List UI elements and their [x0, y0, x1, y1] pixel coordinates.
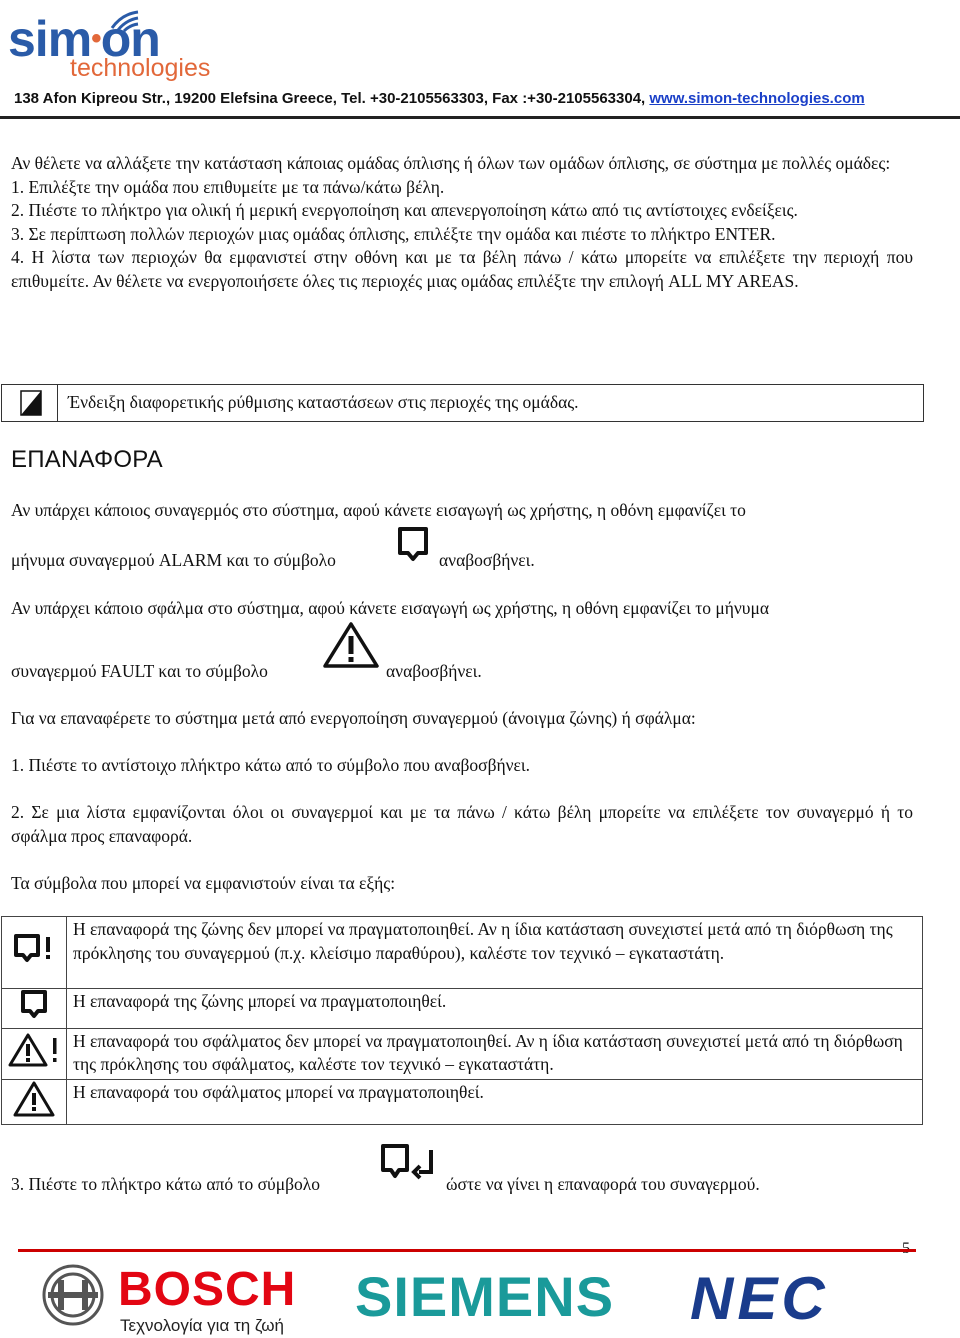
zone-alarm-exclamation-icon	[12, 933, 56, 965]
note-box-text: Ένδειξη διαφορετικής ρύθμισης καταστάσεων στις περιοχές της ομάδας.	[68, 392, 579, 412]
table-row	[2, 917, 923, 989]
fault-paragraph-cont: συναγερμού FAULT και το σύμβολο	[11, 661, 268, 681]
logo-on-text: on	[100, 11, 160, 67]
fault-blinks-text: αναβοσβήνει.	[386, 661, 482, 681]
website-link[interactable]: www.simon-technologies.com	[649, 90, 865, 107]
fault-exclamation-icon	[8, 1032, 60, 1068]
symbols-table	[1, 916, 923, 1125]
symbol-description: Η επαναφορά του σφάλματος δεν μπορεί να πραγματοποιηθεί. Αν η ίδια κατάσταση συνεχιστεί μετά από τη διόρθωση της πρόκλησης του σφάλματος, καλέστε τον τεχνικό – εγκαταστάτη.	[67, 1028, 923, 1079]
bosch-armature-icon	[40, 1262, 106, 1328]
wifi-waves-icon	[108, 6, 148, 32]
fault-warning-icon	[12, 1080, 56, 1118]
note-box-divider	[57, 385, 58, 421]
symbol-cell	[2, 989, 67, 1029]
intro-step-2: 2. Πιέστε το πλήκτρο για ολική ή μερική ενεργοποίηση και απενεργοποίηση κάτω από τις αντίστοιχες ενδείξεις.	[11, 200, 798, 220]
bosch-logo-text: BOSCH	[118, 1263, 297, 1316]
symbol-cell	[2, 1028, 67, 1079]
reset-step-3: 3. Πιέστε το πλήκτρο κάτω από το σύμβολο	[11, 1174, 320, 1194]
intro-step-4: 4. Η λίστα των περιοχών θα εμφανιστεί στην οθόνη και με τα βέλη πάνω / κάτω μπορείτε να επιλέξετε την περιοχή που επιθυμείτε. Αν θέλετε να ενεργοποιήσετε όλες τις περιοχές μιας ομάδας επιλέξτε την επιλογή ALL MY AREAS.	[11, 247, 913, 291]
note-box	[1, 384, 924, 422]
symbol-description: Η επαναφορά της ζώνης μπορεί να πραγματοποιηθεί.	[67, 989, 923, 1029]
intro-step-3: 3. Σε περίπτωση πολλών περιοχών μιας ομάδας όπλισης, επιλέξτε την ομάδα και πιέστε το πλήκτρο ENTER.	[11, 223, 776, 244]
logo-sim-text: sim	[8, 11, 92, 67]
footer-divider	[18, 1249, 916, 1252]
intro-paragraph: Αν θέλετε να αλλάξετε την κατάσταση κάποιας ομάδας όπλισης ή όλων των ομάδων όπλισης, σε σύστημα με πολλές ομάδες:	[11, 153, 891, 173]
table-row	[2, 989, 923, 1029]
logo-dot: •	[91, 22, 101, 55]
alarm-paragraph: Αν υπάρχει κάποιος συναγερμός στο σύστημα, αφού κάνετε εισαγωγή ως χρήστης, η οθόνη εμφανίζει το	[11, 500, 746, 520]
zone-alarm-icon	[396, 526, 430, 566]
alarm-blinks-text: αναβοσβήνει.	[439, 550, 535, 570]
half-filled-square-icon	[20, 390, 42, 416]
section-title: ΕΠΑΝΑΦΟΡΑ	[11, 446, 163, 473]
nec-logo: NEC	[690, 1265, 829, 1332]
reset-step-2: 2. Σε μια λίστα εμφανίζονται όλοι οι συναγερμοί και με τα πάνω / κάτω βέλη μπορείτε να επιλέξετε τον συναγερμό ή το σφάλμα προς επαναφορά.	[11, 802, 913, 846]
reset-instructions: Για να επαναφέρετε το σύστημα μετά από ενεργοποίηση συναγερμού (άνοιγμα ζώνης) ή σφάλμα:	[11, 708, 696, 728]
symbols-intro: Τα σύμβολα που μπορεί να εμφανιστούν είναι τα εξής:	[11, 873, 396, 893]
zone-alarm-icon	[18, 989, 50, 1021]
fault-paragraph: Αν υπάρχει κάποιο σφάλμα στο σύστημα, αφού κάνετε εισαγωγή ως χρήστης, η οθόνη εμφανίζει το μήνυμα	[11, 598, 770, 618]
table-row	[2, 1079, 923, 1125]
reset-step-1: 1. Πιέστε το αντίστοιχο πλήκτρο κάτω από το σύμβολο που αναβοσβήνει.	[11, 755, 530, 775]
company-address	[14, 90, 865, 107]
symbol-cell	[2, 917, 67, 989]
fault-warning-icon	[322, 620, 380, 670]
address-text: 138 Afon Kipreou Str., 19200 Elefsina Greece, Tel. +30-2105563303, Fax :+30-2105563304,	[14, 90, 650, 107]
alarm-paragraph-cont: μήνυμα συναγερμού ALARM και το σύμβολο	[11, 550, 336, 570]
intro-step-1: 1. Επιλέξτε την ομάδα που επιθυμείτε με τα πάνω/κάτω βέλη.	[11, 176, 445, 197]
reset-step-3-cont: ώστε να γίνει η επαναφορά του συναγερμού.	[446, 1174, 760, 1194]
symbol-description: Η επαναφορά του σφάλματος μπορεί να πραγματοποιηθεί.	[67, 1079, 923, 1125]
symbol-cell	[2, 1079, 67, 1125]
intro-block	[11, 152, 913, 293]
bosch-tagline: Τεχνολογία για τη ζωή	[120, 1316, 284, 1335]
logo-technologies-text: technologies	[70, 54, 211, 82]
reset-key-icon	[378, 1142, 440, 1188]
simon-logo	[8, 4, 211, 90]
header-divider	[0, 116, 960, 119]
siemens-logo: SIEMENS	[355, 1265, 615, 1328]
table-row	[2, 1028, 923, 1079]
symbol-description: Η επαναφορά της ζώνης δεν μπορεί να πραγματοποιηθεί. Αν η ίδια κατάσταση συνεχιστεί μετά από τη διόρθωση της πρόκλησης του συναγερμού (π.χ. κλείσιμο παραθύρου), καλέστε τον τεχνικό – εγκαταστάτη.	[67, 917, 923, 989]
